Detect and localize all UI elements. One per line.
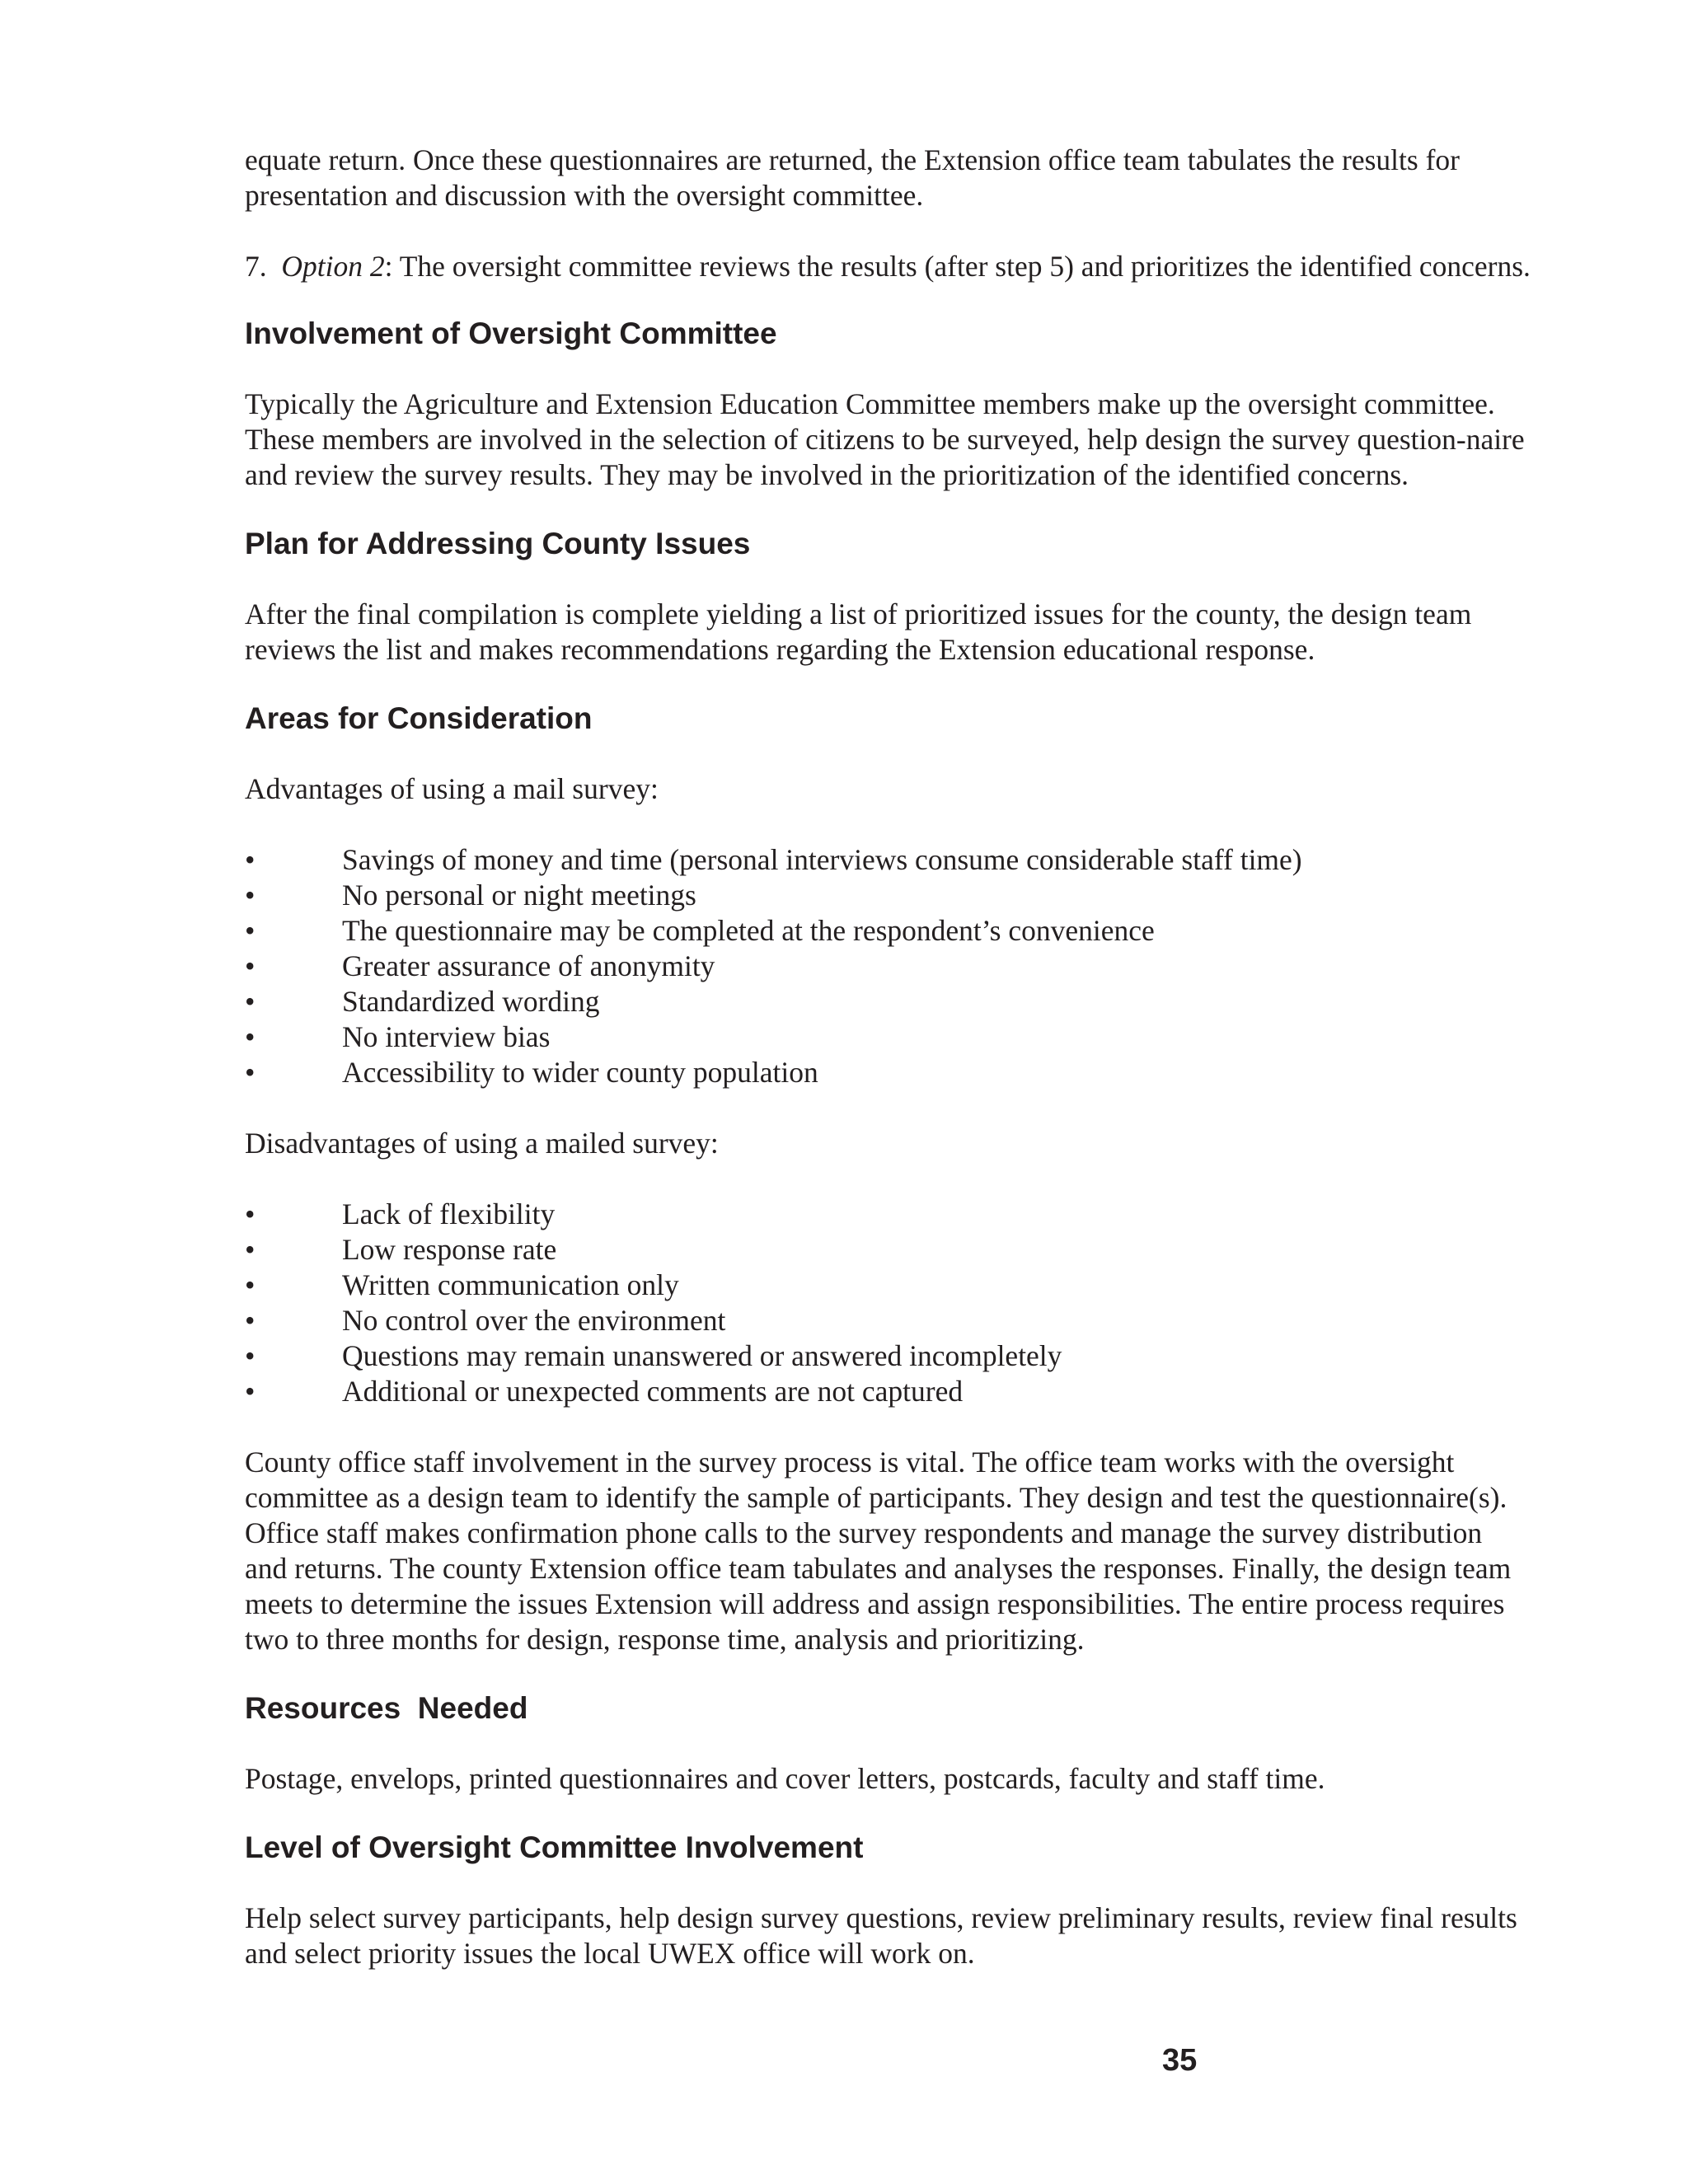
heading-level: Level of Oversight Committee Involvement: [245, 1830, 864, 1864]
heading-plan: Plan for Addressing County Issues: [245, 527, 751, 560]
document-page: [245, 140, 1531, 1971]
list-item: • The questionnaire may be completed at the respondent’s convenience: [245, 914, 1155, 947]
list-item: • Standardized wording: [245, 985, 600, 1018]
plan-body: After the final compilation is complete yielding a list of prioritized issues for the county, the design team reviews the list and makes recommendations regarding the Extension educational response.: [245, 598, 1472, 666]
disadvantages-intro: Disadvantages of using a mailed survey:: [245, 1127, 719, 1160]
step-7-text: : The oversight committee reviews the results (after step 5) and prioritizes the identified concerns.: [384, 250, 1531, 283]
step-7-number: 7.: [245, 250, 267, 283]
list-item: • Low response rate: [245, 1233, 557, 1266]
bullet-icon: •: [245, 1197, 256, 1230]
list-item: • Additional or unexpected comments are not captured: [245, 1375, 964, 1408]
list-item: • Savings of money and time (personal interviews consume considerable staff time): [245, 843, 1302, 876]
level-body: Help select survey participants, help design survey questions, review preliminary results, review final results and select priority issues the local UWEX office will work on.: [245, 1901, 1517, 1970]
advantages-intro: Advantages of using a mail survey:: [245, 772, 659, 805]
list-item: • Lack of flexibility: [245, 1197, 556, 1230]
bullet-icon: •: [245, 1056, 256, 1089]
page-number: 35: [1162, 2043, 1198, 2078]
bullet-icon: •: [245, 1304, 256, 1337]
bullet-icon: •: [245, 1339, 256, 1372]
resources-body: Postage, envelops, printed questionnaires and cover letters, postcards, faculty and staff time.: [245, 1762, 1325, 1795]
heading-resources: Resources Needed: [245, 1691, 528, 1725]
list-item: • No interview bias: [245, 1020, 551, 1053]
bullet-icon: •: [245, 1233, 256, 1266]
disadvantages-list: [245, 1197, 1531, 1409]
list-item: • Greater assurance of anonymity: [245, 949, 715, 982]
bullet-icon: •: [245, 879, 256, 912]
continued-paragraph: equate return. Once these questionnaires are returned, the Extension office team tabulates the results for presentation and discussion with the oversight committee.: [245, 143, 1460, 212]
list-item: • Accessibility to wider county population: [245, 1056, 818, 1089]
heading-areas: Areas for Consideration: [245, 701, 593, 735]
step-7-option: Option 2: [281, 250, 385, 283]
step-7-paragraph: [245, 249, 1531, 284]
bullet-icon: •: [245, 1268, 256, 1301]
bullet-icon: •: [245, 1375, 256, 1408]
list-item: • No personal or night meetings: [245, 879, 696, 912]
heading-involvement: Involvement of Oversight Committee: [245, 316, 777, 350]
involvement-body: Typically the Agriculture and Extension Education Committee members make up the oversight committee. These members are involved in the selection of citizens to be surveyed, help design the survey question-naire and review the survey results. They may be involved in the prioritization of the identified concerns.: [245, 387, 1525, 491]
bullet-icon: •: [245, 843, 256, 876]
bullet-icon: •: [245, 1020, 256, 1053]
bullet-icon: •: [245, 985, 256, 1018]
bullet-icon: •: [245, 914, 256, 947]
county-staff-paragraph: County office staff involvement in the survey process is vital. The office team works with the oversight committee as a design team to identify the sample of participants. They design and test the questionnaire(s). Office staff makes confirmation phone calls to the survey respondents and manage the survey distribution and returns. The county Extension office team tabulates and analyses the responses. Finally, the design team meets to determine the issues Extension will address and assign responsibilities. The entire process requires two to three months for design, response time, analysis and prioritizing.: [245, 1446, 1512, 1656]
list-item: • No control over the environment: [245, 1304, 726, 1337]
advantages-list: [245, 842, 1531, 1090]
list-item: • Questions may remain unanswered or answered incompletely: [245, 1339, 1062, 1372]
list-item: • Written communication only: [245, 1268, 679, 1301]
bullet-icon: •: [245, 949, 256, 982]
